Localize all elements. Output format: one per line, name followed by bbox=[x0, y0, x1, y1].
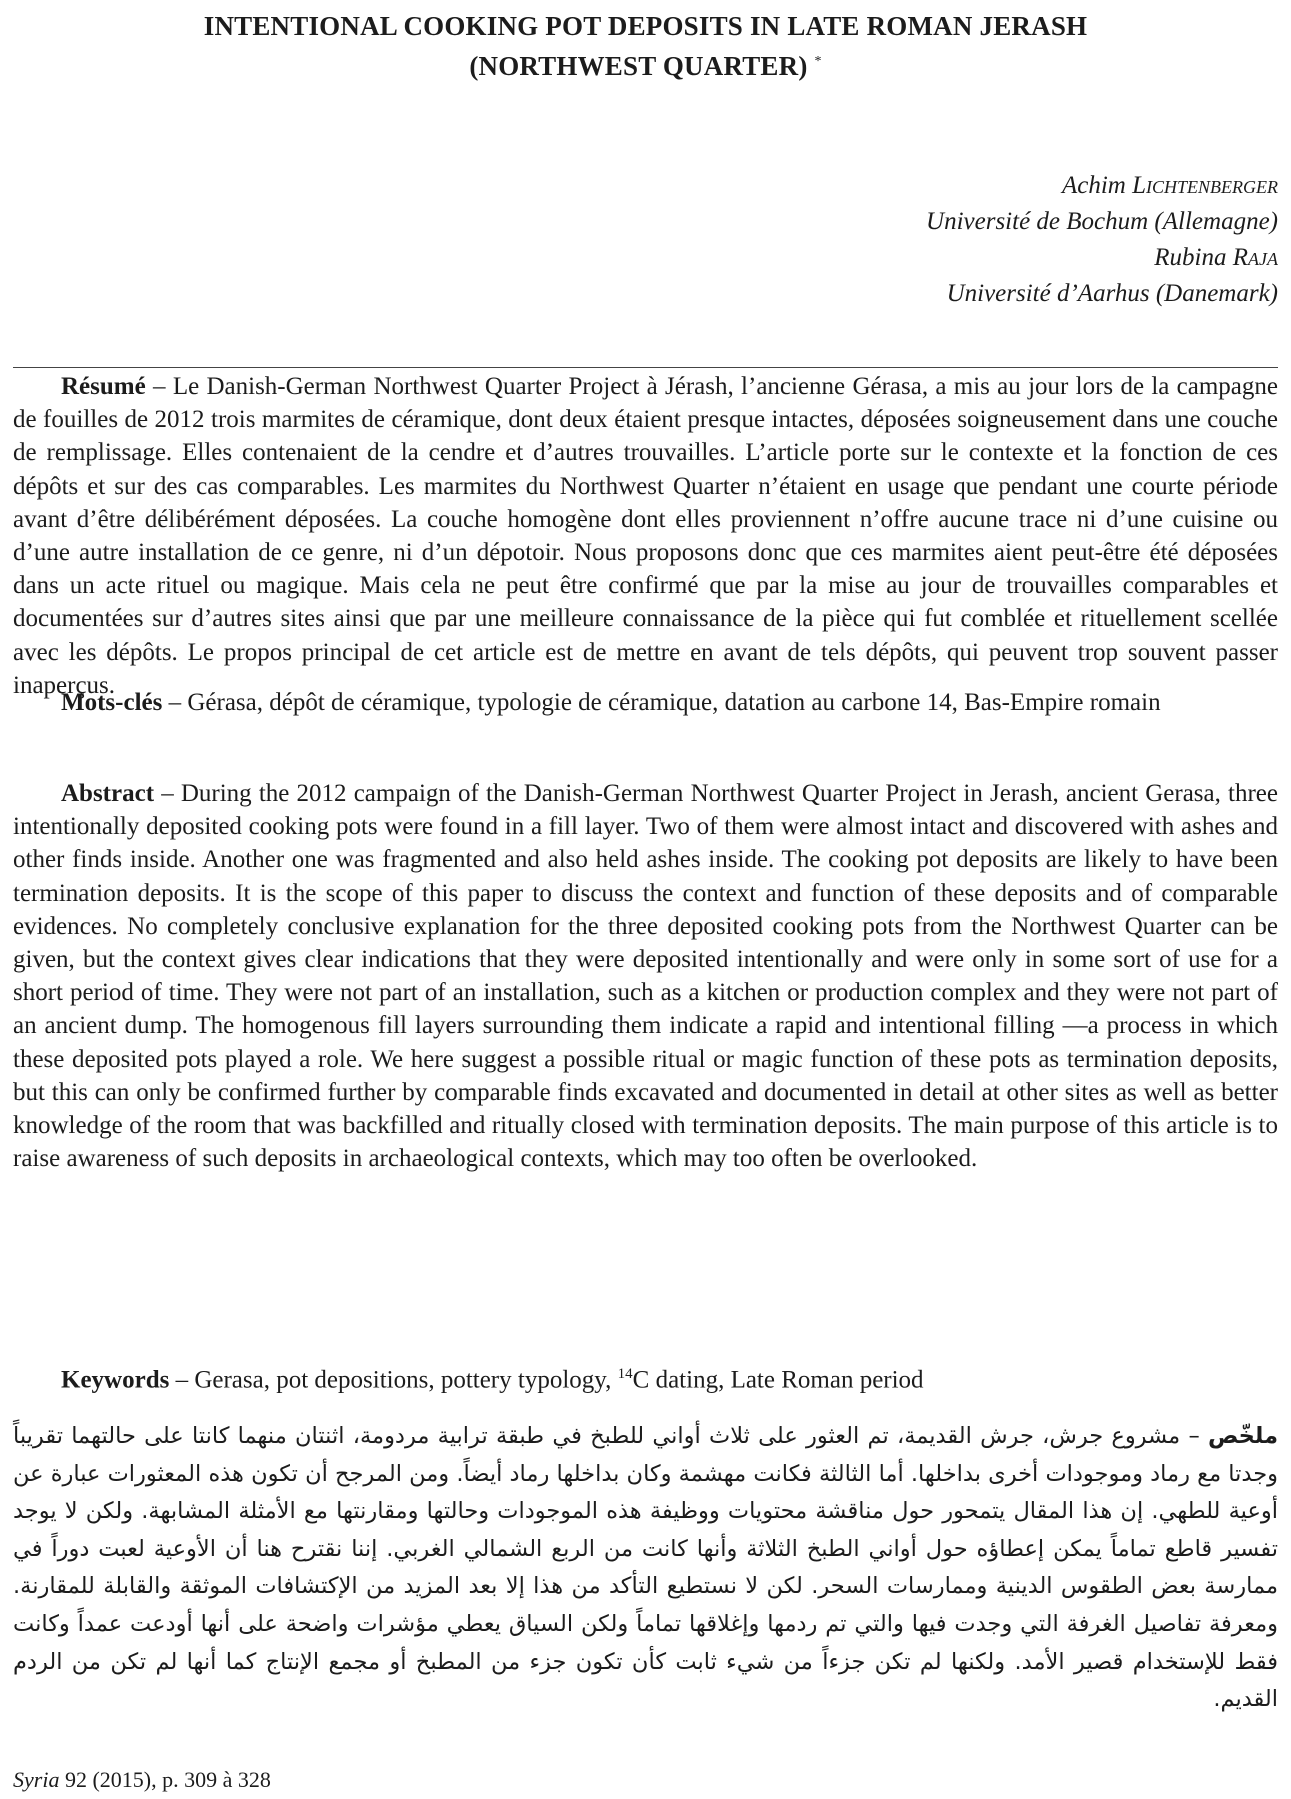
resume-paragraph: Résumé – Le Danish-German Northwest Quarter Project à Jérash, l’ancienne Gérasa, a mis au jour lors de la campagne de fouilles de 2012 trois marmites de céramique, dont deux étaient presque intactes, déposées soigneusement dans une couche de remplissage. Elles contenaient de la cendre et d’autres trouvailles. L’article porte sur le contexte et la fonction de ces dépôts et sur des cas comparables. Les marmites du Northwest Quarter n’étaient en usage que pendant une courte période avant d’être délibérément déposées. La couche homogène dont elles proviennent n’offre aucune trace ni d’une cuisine ou d’une autre installation de ce genre, ni d’un dépotoir. Nous proposons donc que ces marmites aient peut-être été déposées dans un acte rituel ou magique. Mais cela ne peut être confirmé que par la mise au jour de trouvailles comparables et documentées sur d’autres sites ainsi que par une meilleure connaissance de la pièce qui fut comblée et rituellement scellée avec les dépôts. Le propos principal de cet article est de mettre en avant de tels dépôts, qui peuvent trop souvent passer inaperçus. bbox=[13, 373, 1278, 699]
journal-citation bbox=[13, 1767, 271, 1793]
author-1-last: Lichtenberger bbox=[1132, 172, 1278, 199]
journal-pages: 92 (2015), p. 309 à 328 bbox=[64, 1767, 271, 1792]
abstract-text: During the 2012 campaign of the Danish-German Northwest Quarter Project in Jerash, ancient Gerasa, three intentionally deposited cooking pots were found in a fill layer. Two of them were almost intact and discovered with ashes and other finds inside. Another one was fragmented and also held ashes inside. The cooking pot deposits are likely to have been termination deposits. It is the scope of this paper to discuss the context and function of these deposits and of comparable evidences. No completely conclusive explanation for the three deposited cooking pots from the Northwest Quarter can be given, but the context gives clear indications that they were deposited intentionally and were only in some sort of use for a short period of time. They were not part of an installation, such as a kitchen or production complex and they were not part of an ancient dump. The homogenous fill layers surrounding them indicate a rapid and intentional filling —a process in which these deposited pots played a role. We here suggest a possible ritual or magic function of these pots as termination deposits, but this can only be confirmed further by comparable finds excavated and documented in detail at other sites as well as better knowledge of the room that was backfilled and ritually closed with termination deposits. The main purpose of this article is to raise awareness of such deposits in archaeological contexts, which may too often be overlooked. bbox=[13, 780, 1278, 1173]
article-title bbox=[60, 8, 1231, 84]
keywords-paragraph: Keywords – Gerasa, pot depositions, pottery typology, $^{14}$C dating, Late Roman period bbox=[61, 1366, 924, 1394]
author-2-last: Raja bbox=[1232, 244, 1278, 271]
arabic-summary-label: ملخّص bbox=[1207, 1423, 1278, 1449]
title-line-2 bbox=[60, 44, 1231, 84]
header-divider bbox=[13, 367, 1278, 368]
resume-label: Résumé bbox=[61, 373, 146, 400]
author-block bbox=[578, 168, 1278, 312]
author-2-name bbox=[578, 240, 1278, 276]
author-1-affiliation: Université de Bochum (Allemagne) bbox=[926, 208, 1278, 235]
arabic-summary: ملخّص – مشروع جرش، جرش القديمة، تم العثور على ثلاث أواني للطبخ في طبقة ترابية مردومة، اثنتان منهما كانتا على حالتهما تقريباً وجدتا مع رماد وموجودات أخرى بداخلها. أما الثالثة فكانت مهشمة وكان بداخلها رماد أيضاً. ومن المرجح أن تكون هذه المعثورات عبارة عن أوعية للطهي. إن هذا المقال يتمحور حول مناقشة محتويات ووظيفة هذه الموجودات وحالتها ومقارنتها مع الأمثلة المشابهة. ولكن لا يوجد تفسير قاطع تماماً يمكن إعطاؤه حول أواني الطبخ الثلاثة وأنها كانت من الربع الشمالي الغربي. إننا نقترح هنا أن الأوعية لعبت دوراً في ممارسة بعض الطقوس الدينية وممارسات السحر. لكن لا نستطيع التأكد من هذا إلا بعد المزيد من الإكتشافات الموثقة والقابلة للمقارنة. ومعرفة تفاصيل الغرفة التي وجدت فيها والتي تم ردمها وإغلاقها تماماً ولكن السياق يعطي مؤشرات واضحة على أنها أودعت عمداً وكانت فقط للإستخدام قصير الأمد. ولكنها لم تكن جزءاً من شيء ثابت كأن تكون جزء من المطبخ أو مجمع الإنتاج كما أنها لم تكن من الردم القديم. bbox=[13, 1423, 1278, 1713]
title-line-2-text: (NORTHWEST QUARTER) bbox=[469, 51, 808, 81]
author-2-first: Rubina bbox=[1154, 244, 1227, 271]
keywords-text-b: C dating, Late Roman period bbox=[632, 1366, 924, 1394]
author-1-first: Achim bbox=[1061, 172, 1126, 199]
mots-cles-text: Gérasa, dépôt de céramique, typologie de céramique, datation au carbone 14, Bas-Empire romain bbox=[187, 689, 1161, 716]
resume-text: Le Danish-German Northwest Quarter Project à Jérash, l’ancienne Gérasa, a mis au jour lors de la campagne de fouilles de 2012 trois marmites de céramique, dont deux étaient presque intactes, déposées soigneusement dans une couche de remplissage. Elles contenaient de la cendre et d’autres trouvailles. L’article porte sur le contexte et la fonction de ces dépôts et sur des cas comparables. Les marmites du Northwest Quarter n’étaient en usage que pendant une courte période avant d’être délibérément déposées. La couche homogène dont elles proviennent n’offre aucune trace ni d’une cuisine ou d’une autre installation de ce genre, ni d’un dépotoir. Nous proposons donc que ces marmites aient peut-être été déposées dans un acte rituel ou magique. Mais cela ne peut être confirmé que par la mise au jour de trouvailles comparables et documentées sur d’autres sites ainsi que par une meilleure connaissance de la pièce qui fut comblée et rituellement scellée avec les dépôts. Le propos principal de cet article est de mettre en avant de tels dépôts, qui peuvent trop souvent passer inaperçus. bbox=[13, 373, 1278, 699]
abstract-label: Abstract bbox=[61, 780, 155, 807]
title-footnote-marker: * bbox=[814, 54, 822, 69]
arabic-summary-text: مشروع جرش، جرش القديمة، تم العثور على ثلاث أواني للطبخ في طبقة ترابية مردومة، اثنتان منهما كانتا على حالتهما تقريباً وجدتا مع رماد وموجودات أخرى بداخلها. أما الثالثة فكانت مهشمة وكان بداخلها رماد أيضاً. ومن المرجح أن تكون هذه المعثورات عبارة عن أوعية للطهي. إن هذا المقال يتمحور حول مناقشة محتويات ووظيفة هذه الموجودات وحالتها ومقارنتها مع الأمثلة المشابهة. ولكن لا يوجد تفسير قاطع تماماً يمكن إعطاؤه حول أواني الطبخ الثلاثة وأنها كانت من الربع الشمالي الغربي. إننا نقترح هنا أن الأوعية لعبت دوراً في ممارسة بعض الطقوس الدينية وممارسات السحر. لكن لا نستطيع التأكد من هذا إلا بعد المزيد من الإكتشافات الموثقة والقابلة للمقارنة. ومعرفة تفاصيل الغرفة التي وجدت فيها والتي تم ردمها وإغلاقها تماماً ولكن السياق يعطي مؤشرات واضحة على أنها أودعت عمداً وكانت فقط للإستخدام قصير الأمد. ولكنها لم تكن جزءاً من شيء ثابت كأن تكون جزء من المطبخ أو مجمع الإنتاج كما أنها لم تكن من الردم القديم. bbox=[13, 1423, 1278, 1713]
journal-name: Syria bbox=[13, 1767, 60, 1792]
mots-cles-paragraph: Mots-clés – Gérasa, dépôt de céramique, typologie de céramique, datation au carbone 14, Bas-Empire romain bbox=[61, 689, 1161, 716]
author-1-name bbox=[578, 168, 1278, 204]
keywords-text-a: Gerasa, pot depositions, pottery typology, bbox=[194, 1366, 618, 1394]
keywords-label: Keywords bbox=[61, 1366, 170, 1394]
keywords-superscript: 14 bbox=[617, 1366, 633, 1382]
abstract-paragraph: Abstract – During the 2012 campaign of the Danish-German Northwest Quarter Project in Jerash, ancient Gerasa, three intentionally deposited cooking pots were found in a fill layer. Two of them were almost intact and discovered with ashes and other finds inside. Another one was fragmented and also held ashes inside. The cooking pot deposits are likely to have been termination deposits. It is the scope of this paper to discuss the context and function of these deposits and of comparable evidences. No completely conclusive explanation for the three deposited cooking pots from the Northwest Quarter can be given, but the context gives clear indications that they were deposited intentionally and were only in some sort of use for a short period of time. They were not part of an installation, such as a kitchen or production complex and they were not part of an ancient dump. The homogenous fill layers surrounding them indicate a rapid and intentional filling —a process in which these deposited pots played a role. We here suggest a possible ritual or magic function of these pots as termination deposits, but this can only be confirmed further by comparable finds excavated and documented in detail at other sites as well as better knowledge of the room that was backfilled and ritually closed with termination deposits. The main purpose of this article is to raise awareness of such deposits in archaeological contexts, which may too often be overlooked. bbox=[13, 780, 1278, 1173]
mots-cles-label: Mots-clés bbox=[61, 689, 163, 716]
title-line-1: INTENTIONAL COOKING POT DEPOSITS IN LATE ROMAN JERASH bbox=[203, 11, 1088, 41]
author-2-affiliation: Université d’Aarhus (Danemark) bbox=[946, 280, 1278, 307]
